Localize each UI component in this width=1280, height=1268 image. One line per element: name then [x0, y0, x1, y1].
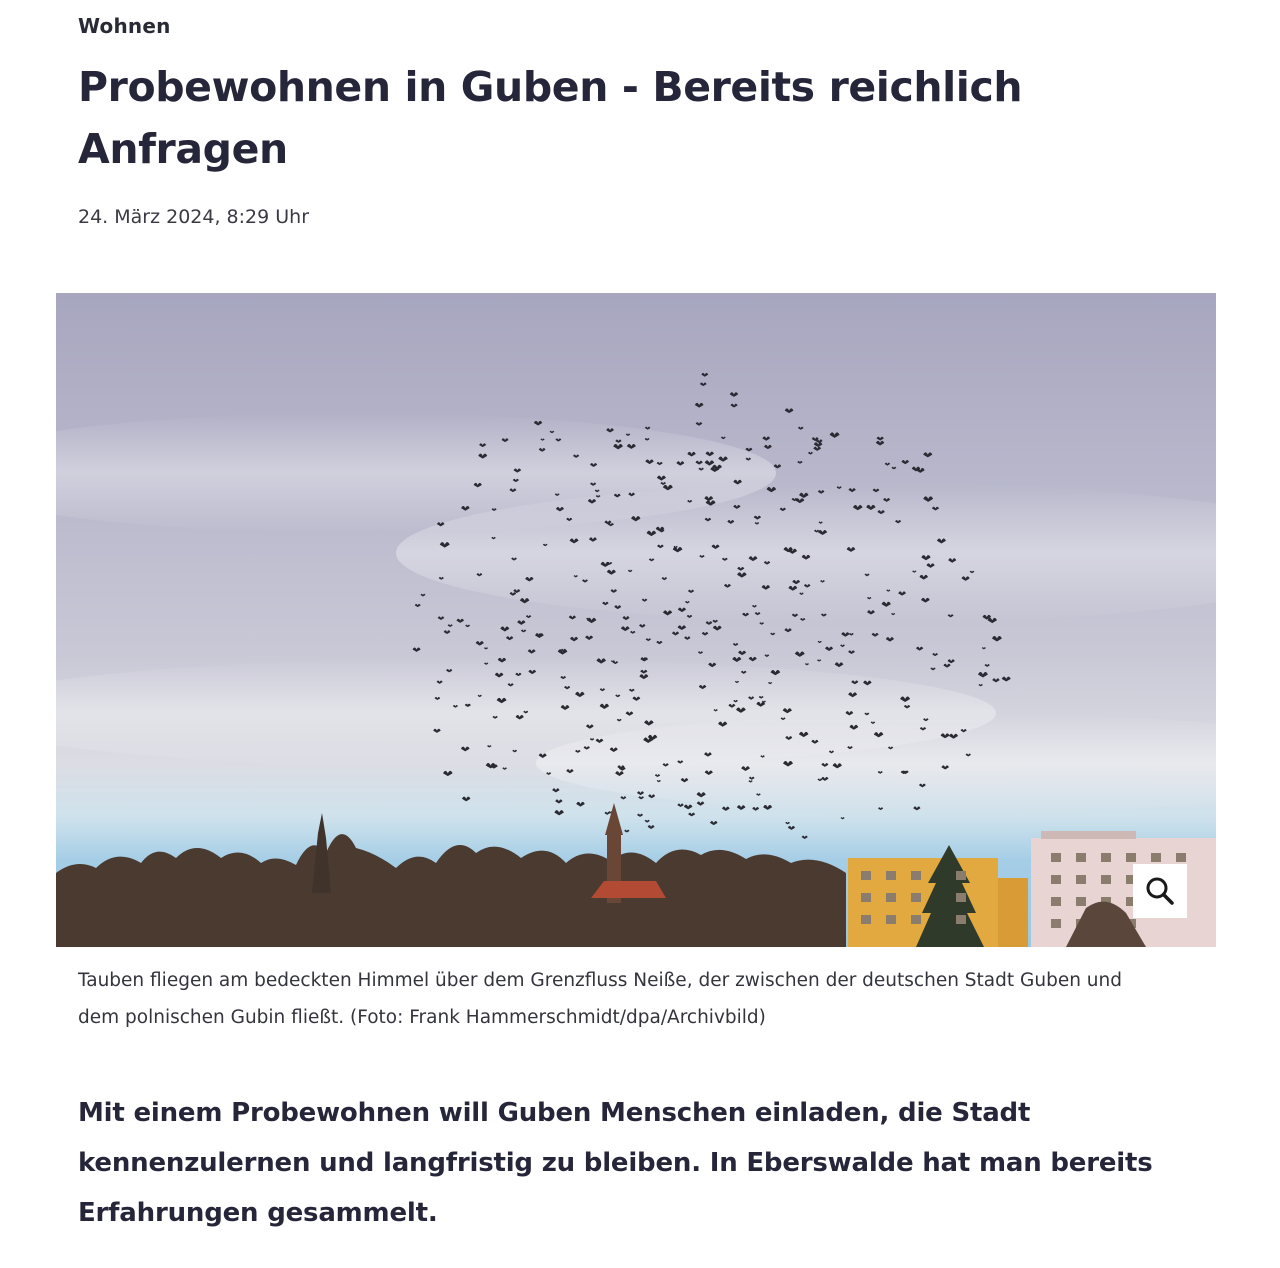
caption-text: Tauben fliegen am bedeckten Himmel über dem Grenzfluss Neiße, der zwischen der deutschen Stadt Guben und dem polnischen Gubin fließt.	[78, 970, 1123, 1028]
article-headline: Probewohnen in Guben - Bereits reichlich Anfragen	[78, 63, 1023, 173]
image-zoom-button[interactable]	[1133, 864, 1187, 918]
building-yellow-side	[998, 878, 1028, 947]
article-lead: Mit einem Probewohnen will Guben Menschen einladen, die Stadt kennenzulernen und langfristig zu bleiben. In Eberswalde hat man bereits Erfahrungen gesammelt.	[78, 1098, 1153, 1228]
church-roof	[591, 881, 666, 898]
image-caption	[78, 962, 1158, 1036]
article-kicker: Wohnen	[78, 14, 171, 38]
article-date: 24. März 2024, 8:29 Uhr	[78, 206, 310, 228]
magnifier-icon	[1144, 875, 1176, 907]
photo-credit: (Foto: Frank Hammerschmidt/dpa/Archivbild)	[350, 1007, 766, 1028]
building-pink-roof	[1041, 831, 1136, 839]
article-photo[interactable]	[56, 293, 1216, 947]
